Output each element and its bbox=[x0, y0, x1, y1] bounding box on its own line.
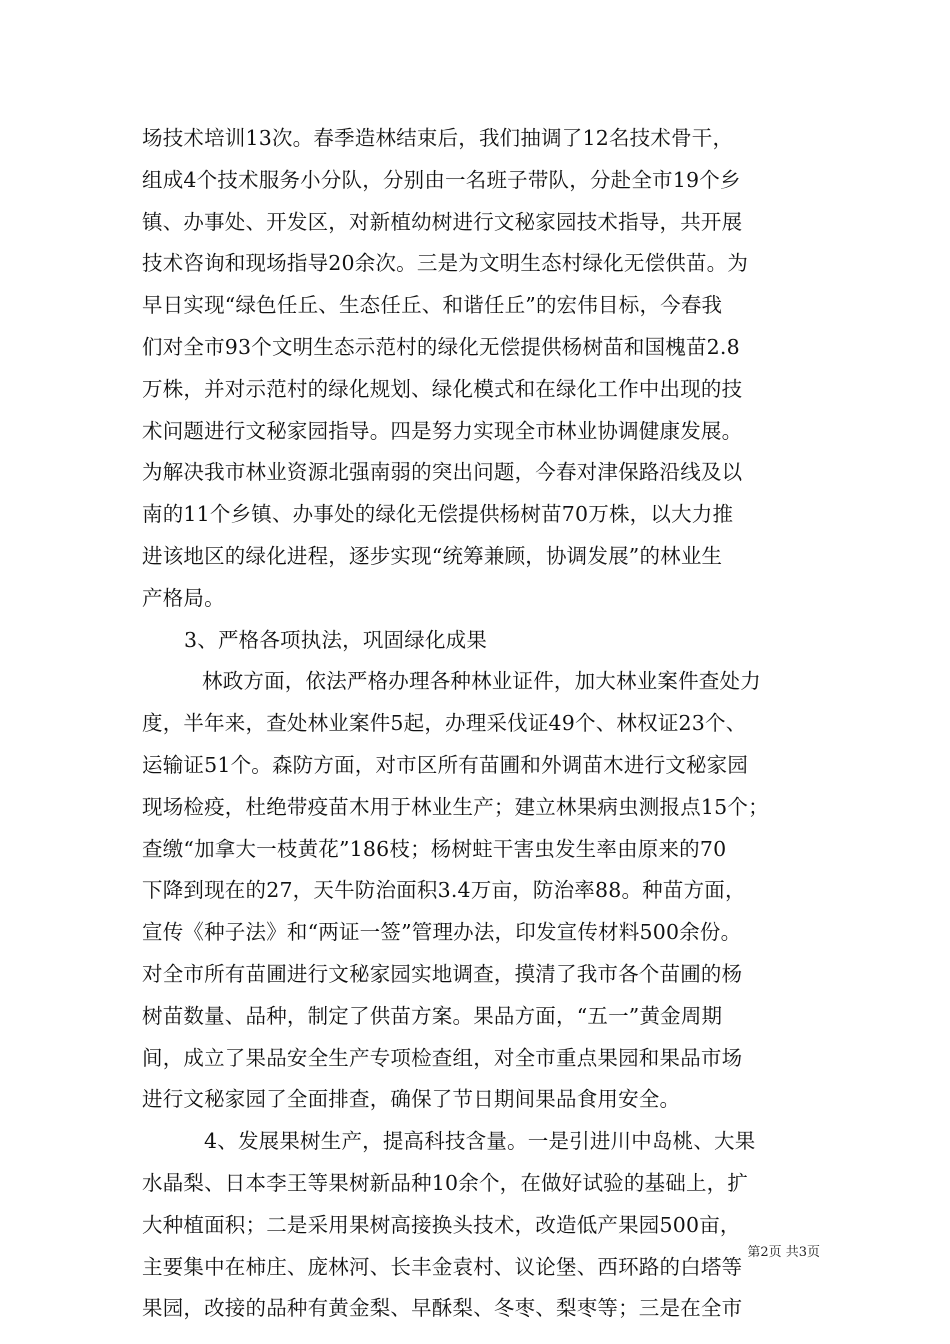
text-line: 宣传《种子法》和“两证一签”管理办法，印发宣传材料500余份。 bbox=[142, 920, 742, 945]
text-line: 运输证51个。森防方面，对市区所有苗圃和外调苗木进行文秘家园 bbox=[142, 752, 749, 777]
text-line: 产格局。 bbox=[142, 585, 225, 610]
text-line: 水晶梨、日本李王等果树新品种10余个，在做好试验的基础上，扩 bbox=[142, 1170, 749, 1195]
text-line: 下降到现在的27，天牛防治面积3.4万亩，防治率88。种苗方面， bbox=[142, 878, 746, 903]
text-line: 林政方面，依法严格办理各种林业证件，加大林业案件查处力 bbox=[202, 669, 761, 694]
text-line: 主要集中在柿庄、庞林河、长丰金袁村、议论堡、西环路的白塔等 bbox=[142, 1254, 743, 1279]
text-line: 场技术培训13次。春季造林结束后，我们抽调了12名技术骨干， bbox=[142, 126, 734, 150]
text-line: 进该地区的绿化进程，逐步实现“统筹兼顾，协调发展”的林业生 bbox=[142, 543, 723, 568]
text-line: 为解决我市林业资源北强南弱的突出问题，今春对津保路沿线及以 bbox=[142, 460, 743, 485]
text-line: 术问题进行文秘家园指导。四是努力实现全市林业协调健康发展。 bbox=[142, 418, 743, 443]
text-line: 进行文秘家园了全面排查，确保了节日期间果品食用安全。 bbox=[142, 1087, 681, 1112]
page-number-footer: 第2页 共3页 bbox=[747, 1245, 820, 1260]
section-heading: 3、严格各项执法，巩固绿化成果 bbox=[184, 627, 488, 652]
text-line: 镇、办事处、开发区，对新植幼树进行文秘家园技术指导，共开展 bbox=[142, 209, 743, 234]
text-line: 现场检疫，杜绝带疫苗木用于林业生产；建立林果病虫测报点15个； bbox=[142, 794, 769, 819]
text-line: 技术咨询和现场指导20余次。三是为文明生态村绿化无偿供苗。为 bbox=[142, 251, 749, 276]
text-line: 早日实现“绿色任丘、生态任丘、和谐任丘”的宏伟目标，今春我 bbox=[142, 293, 723, 318]
text-line: 间，成立了果品安全生产专项检查组，对全市重点果园和果品市场 bbox=[142, 1045, 743, 1070]
document-body bbox=[142, 118, 814, 1330]
text-line: 度，半年来，查处林业案件5起，办理采伐证49个、林权证23个、 bbox=[142, 711, 747, 736]
text-line: 组成4个技术服务小分队，分别由一名班子带队，分赴全市19个乡 bbox=[142, 167, 741, 192]
text-line: 万株，并对示范村的绿化规划、绿化模式和在绿化工作中出现的技 bbox=[142, 376, 743, 401]
text-line: 查缴“加拿大一枝黄花”186枝；杨树蛀干害虫发生率由原来的70 bbox=[142, 836, 727, 861]
text-line: 对全市所有苗圃进行文秘家园实地调查，摸清了我市各个苗圃的杨 bbox=[142, 961, 743, 986]
text-line: 们对全市93个文明生态示范村的绿化无偿提供杨树苗和国槐苗2.8 bbox=[142, 334, 740, 359]
text-line: 南的11个乡镇、办事处的绿化无偿提供杨树苗70万株，以大力推 bbox=[142, 502, 734, 527]
section-heading: 4、发展果树生产，提高科技含量。一是引进川中岛桃、大果 bbox=[204, 1129, 756, 1154]
text-line: 树苗数量、品种，制定了供苗方案。果品方面，“五一”黄金周期 bbox=[142, 1003, 723, 1028]
text-line: 大种植面积；二是采用果树高接换头技术，改造低产果园500亩， bbox=[142, 1212, 741, 1237]
text-line: 果园，改接的品种有黄金梨、早酥梨、冬枣、梨枣等；三是在全市 bbox=[142, 1296, 743, 1321]
